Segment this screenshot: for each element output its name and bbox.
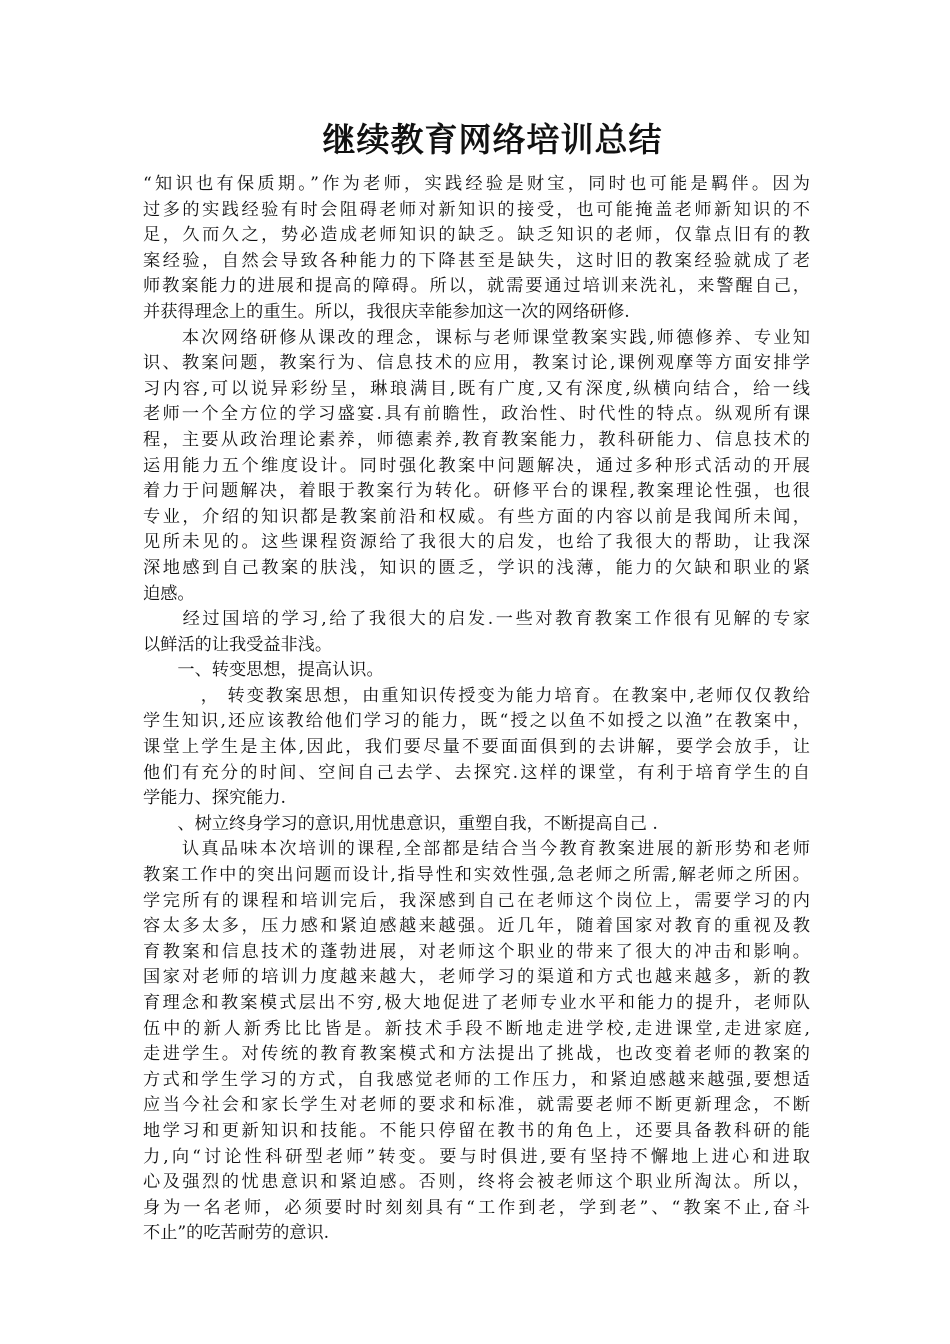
body-line: 走进学生。对传统的教育教案模式和方法提出了挑战，也改变着老师的教案的 [143, 1044, 810, 1065]
body-line: 育教案和信息技术的蓬勃进展，对老师这个职业的带来了很大的冲击和影响。 [143, 941, 810, 962]
body-line: 容太多太多，压力感和紧迫感越来越强。近几年，随着国家对教育的重视及教 [143, 916, 810, 937]
body-line: 一、转变思想，提高认识。 [143, 660, 384, 681]
body-line: 不止”的吃苦耐劳的意识. [143, 1223, 330, 1244]
body-line: 经过国培的学习,给了我很大的启发.一些对教育教案工作很有见解的专家 [143, 609, 810, 630]
body-line: “知识也有保质期。”作为老师，实践经验是财宝，同时也可能是羁伴。因为 [143, 174, 810, 194]
body-line: 并获得理念上的重生。所以，我很庆幸能参加这一次的网络研修. [143, 301, 630, 322]
body-line: 、树立终身学习的意识,用忧患意识，重塑自我，不断提高自己 . [143, 813, 658, 834]
body-line: 方式和学生学习的方式，自我感觉老师的工作压力，和紧迫感越来越强,要想适 [143, 1069, 810, 1090]
body-line: 以鲜活的让我受益非浅。 [143, 634, 333, 655]
body-line: 程，主要从政治理论素养，师德素养,教育教案能力，教科研能力、信息技术的 [143, 429, 810, 450]
body-line: 课堂上学生是主体,因此，我们要尽量不要面面俱到的去讲解，要学会放手，让 [143, 737, 810, 758]
body-line: 识、教案问题，教案行为、信息技术的应用，教案讨论,课例观摩等方面安排学 [143, 353, 810, 374]
body-line: 运用能力五个维度设计。同时强化教案中问题解决，通过多种形式活动的开展 [143, 455, 810, 476]
body-line: 地学习和更新知识和技能。不能只停留在教书的角色上，还要具备教科研的能 [143, 1120, 810, 1141]
body-line: 老师一个全方位的学习盛宴.具有前瞻性，政治性、时代性的特点。纵观所有课 [143, 404, 810, 425]
body-line: 国家对老师的培训力度越来越大，老师学习的渠道和方式也越来越多，新的教 [143, 967, 810, 988]
body-line: 见所未见的。这些课程资源给了我很大的启发，也给了我很大的帮助，让我深 [143, 532, 810, 553]
body-line: 力,向“讨论性科研型老师”转变。要与时俱进,要有坚持不懈地上进心和进取 [143, 1146, 810, 1167]
body-line: 深地感到自己教案的肤浅，知识的匮乏，学识的浅薄，能力的欠缺和职业的紧 [143, 557, 810, 578]
document-body [143, 172, 810, 1247]
body-line: 认真品味本次培训的课程,全部都是结合当今教育教案进展的新形势和老师 [143, 839, 810, 860]
body-line: 着力于问题解决，着眼于教案行为转化。研修平台的课程,教案理论性强，也很 [143, 481, 810, 502]
body-line: 案经验，自然会导致各种能力的下降甚至是缺失，这时旧的教案经验就成了老 [143, 250, 810, 271]
body-line: 学能力、探究能力. [143, 788, 286, 809]
body-line: 他们有充分的时间、空间自己去学、去探究.这样的课堂，有利于培育学生的自 [143, 762, 810, 783]
body-line: 习内容,可以说异彩纷呈，琳琅满目,既有广度,又有深度,纵横向结合，给一线 [143, 378, 810, 399]
body-line: 本次网络研修从课改的理念，课标与老师课堂教案实践,师德修养、专业知 [143, 327, 810, 348]
body-line: 师教案能力的进展和提高的障碍。所以，就需要通过培训来洗礼，来警醒自己， [143, 276, 810, 297]
body-line: 过多的实践经验有时会阻碍老师对新知识的接受，也可能掩盖老师新知识的不 [143, 199, 810, 220]
body-line: 育理念和教案模式层出不穷,极大地促进了老师专业水平和能力的提升，老师队 [143, 993, 810, 1013]
body-line: 专业，介绍的知识都是教案前沿和权威。有些方面的内容以前是我闻所未闻， [143, 506, 810, 527]
body-line: 伍中的新人新秀比比皆是。新技术手段不断地走进学校,走进课堂,走进家庭, [143, 1018, 810, 1039]
body-line: 身为一名老师，必须要时时刻刻具有“工作到老，学到老”、“教案不止,奋斗 [143, 1197, 810, 1218]
body-line: ， 转变教案思想，由重知识传授变为能力培育。在教案中,老师仅仅教给 [143, 685, 810, 706]
body-line: 心及强烈的忧患意识和紧迫感。否则，终将会被老师这个职业所淘汰。所以， [143, 1172, 810, 1193]
document-title: 继续教育网络培训总结 [322, 120, 663, 159]
body-line: 学完所有的课程和培训完后，我深感到自己在老师这个岗位上，需要学习的内 [143, 890, 810, 911]
body-line: 迫感。 [143, 583, 195, 604]
body-line: 足，久而久之，势必造成老师知识的缺乏。缺乏知识的老师，仅靠点旧有的教 [143, 225, 810, 246]
body-line: 教案工作中的突出问题而设计,指导性和实效性强,急老师之所需,解老师之所困。 [143, 865, 810, 886]
body-line: 应当今社会和家长学生对老师的要求和标准，就需要老师不断更新理念，不断 [143, 1095, 810, 1116]
body-line: 学生知识,还应该教给他们学习的能力，既“授之以鱼不如授之以渔”在教案中， [143, 711, 810, 732]
